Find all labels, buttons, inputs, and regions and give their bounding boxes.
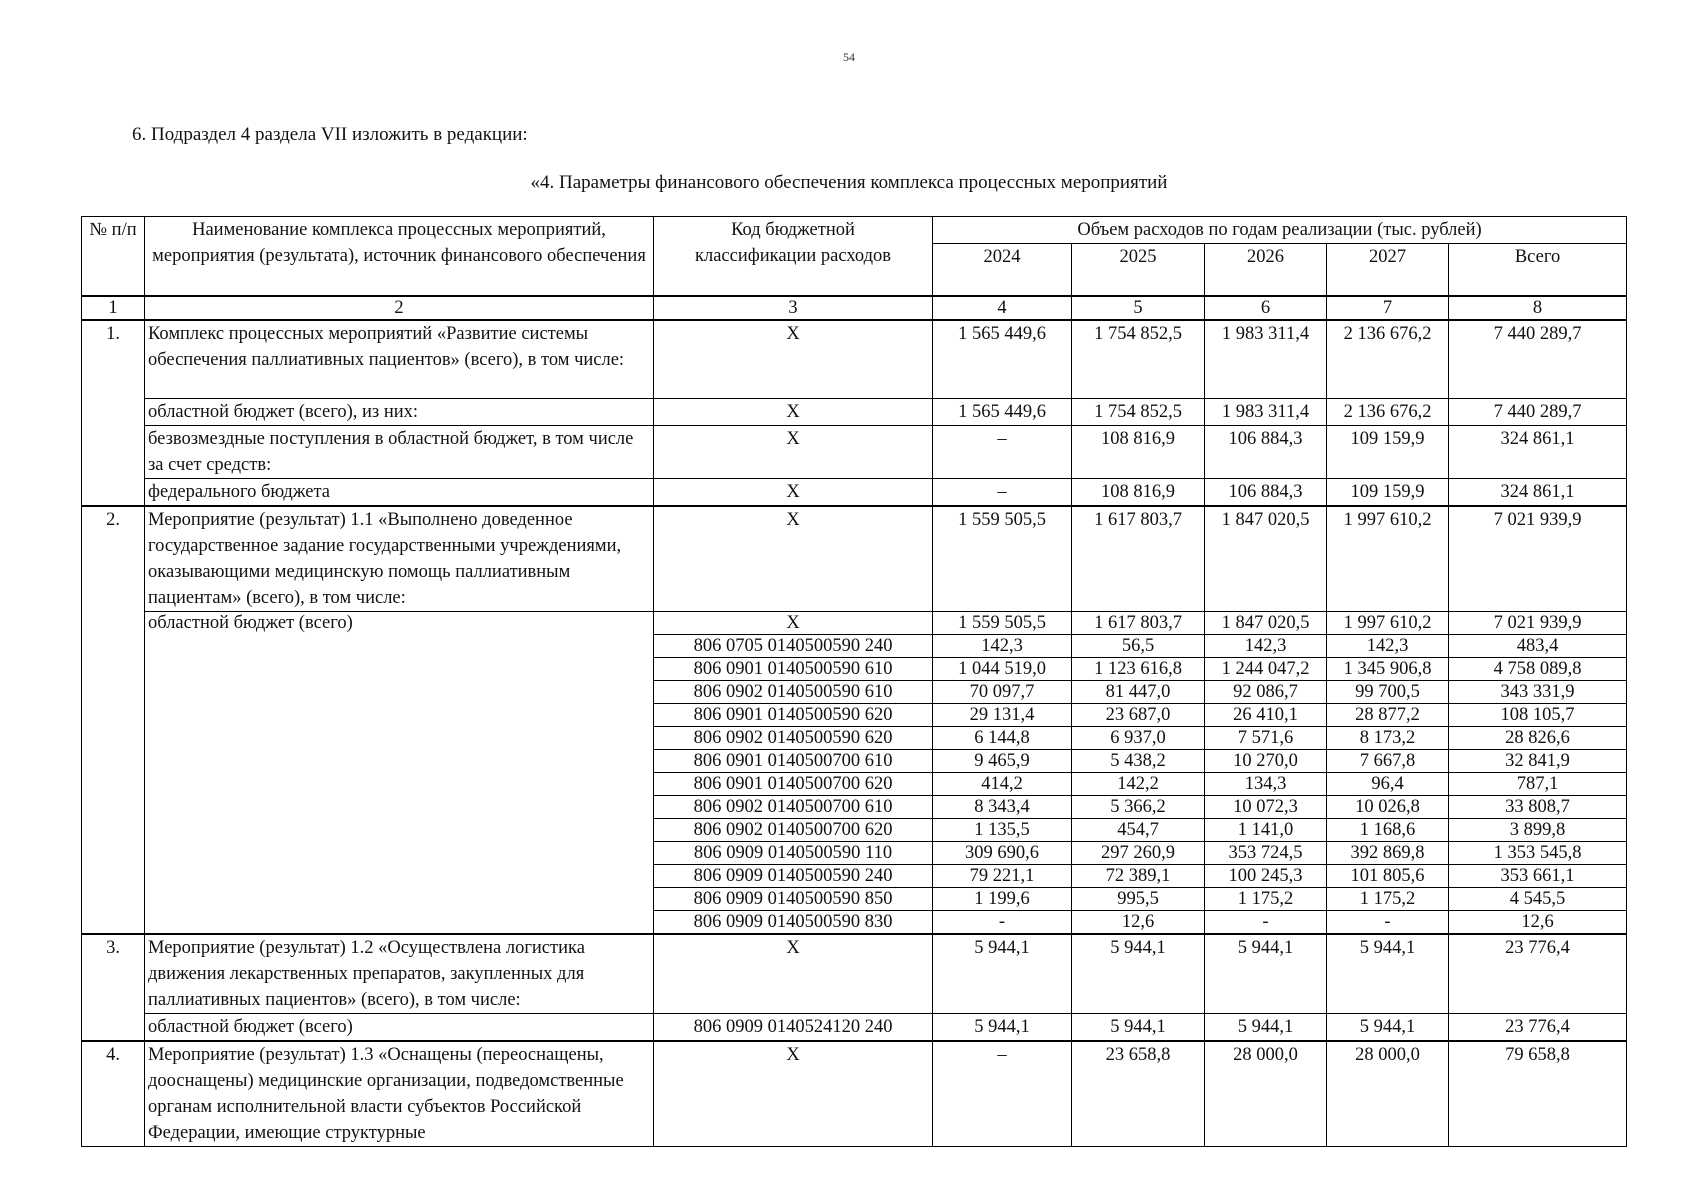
value-total: 7 440 289,7 bbox=[1449, 320, 1627, 399]
value-2025: 1 754 852,5 bbox=[1072, 320, 1205, 399]
value-2024: 8 343,4 bbox=[933, 796, 1072, 819]
row-code: X bbox=[654, 1041, 933, 1147]
column-number: 3 bbox=[654, 296, 933, 320]
column-number: 1 bbox=[82, 296, 145, 320]
budget-code: 806 0901 0140500590 620 bbox=[654, 704, 933, 727]
table-title: «4. Параметры финансового обеспечения комплекса процессных мероприятий bbox=[530, 172, 1168, 193]
row-name: Мероприятие (результат) 1.1 «Выполнено доведенное государственное задание государственными учреждениями, оказывающими медицинскую помощь паллиативным пациентам» (всего), в том числе: bbox=[145, 506, 654, 612]
value-2026: 1 244 047,2 bbox=[1205, 658, 1327, 681]
value-2027: - bbox=[1327, 911, 1449, 935]
value-total: 108 105,7 bbox=[1449, 704, 1627, 727]
row-code: X bbox=[654, 399, 933, 426]
value-2024: 70 097,7 bbox=[933, 681, 1072, 704]
value-2027: 109 159,9 bbox=[1327, 479, 1449, 507]
row-code: X bbox=[654, 934, 933, 1014]
value-2026: 106 884,3 bbox=[1205, 426, 1327, 479]
value-2027: 96,4 bbox=[1327, 773, 1449, 796]
value-2026: 134,3 bbox=[1205, 773, 1327, 796]
value-2026: 100 245,3 bbox=[1205, 865, 1327, 888]
value-2025: 23 658,8 bbox=[1072, 1041, 1205, 1147]
budget-code: 806 0901 0140500700 620 bbox=[654, 773, 933, 796]
row-code: X bbox=[654, 320, 933, 399]
row-code: X bbox=[654, 612, 933, 635]
section-2-main-row bbox=[82, 506, 1627, 612]
value-2025: 23 687,0 bbox=[1072, 704, 1205, 727]
value-total: 4 545,5 bbox=[1449, 888, 1627, 911]
value-total: 7 440 289,7 bbox=[1449, 399, 1627, 426]
value-2025: 1 123 616,8 bbox=[1072, 658, 1205, 681]
value-2025: 81 447,0 bbox=[1072, 681, 1205, 704]
value-2026: - bbox=[1205, 911, 1327, 935]
section-1-regional-budget-row bbox=[82, 399, 1627, 426]
budget-code: 806 0909 0140500590 110 bbox=[654, 842, 933, 865]
row-code: X bbox=[654, 506, 933, 612]
header-year-2024: 2024 bbox=[933, 244, 1072, 297]
row-name: федерального бюджета bbox=[145, 479, 654, 507]
section-2-regional-budget-row bbox=[82, 612, 1627, 635]
page-number: 54 bbox=[843, 50, 855, 64]
value-total: 324 861,1 bbox=[1449, 426, 1627, 479]
value-total: 3 899,8 bbox=[1449, 819, 1627, 842]
header-row-1 bbox=[82, 217, 1627, 244]
value-2024: 6 144,8 bbox=[933, 727, 1072, 750]
row-name: Мероприятие (результат) 1.3 «Оснащены (переоснащены, дооснащены) медицинские организации, подведомственные органам исполнительной власти субъектов Российской Федерации, имеющие структурные bbox=[145, 1041, 654, 1147]
value-2025: 297 260,9 bbox=[1072, 842, 1205, 865]
value-2027: 109 159,9 bbox=[1327, 426, 1449, 479]
value-2027: 99 700,5 bbox=[1327, 681, 1449, 704]
header-year-2025: 2025 bbox=[1072, 244, 1205, 297]
value-total: 28 826,6 bbox=[1449, 727, 1627, 750]
value-2025: 56,5 bbox=[1072, 635, 1205, 658]
value-2027: 1 997 610,2 bbox=[1327, 612, 1449, 635]
value-total: 787,1 bbox=[1449, 773, 1627, 796]
value-2027: 28 877,2 bbox=[1327, 704, 1449, 727]
row-name: безвозмездные поступления в областной бюджет, в том числе за счет средств: bbox=[145, 426, 654, 479]
value-2024: – bbox=[933, 1041, 1072, 1147]
value-2024: 309 690,6 bbox=[933, 842, 1072, 865]
header-year-2026: 2026 bbox=[1205, 244, 1327, 297]
value-2027: 392 869,8 bbox=[1327, 842, 1449, 865]
value-2024: 1 044 519,0 bbox=[933, 658, 1072, 681]
budget-code: 806 0902 0140500700 610 bbox=[654, 796, 933, 819]
value-2026: 5 944,1 bbox=[1205, 1014, 1327, 1042]
value-2027: 10 026,8 bbox=[1327, 796, 1449, 819]
value-total: 32 841,9 bbox=[1449, 750, 1627, 773]
value-2027: 1 175,2 bbox=[1327, 888, 1449, 911]
column-number: 8 bbox=[1449, 296, 1627, 320]
value-2024: 5 944,1 bbox=[933, 934, 1072, 1014]
budget-code: 806 0705 0140500590 240 bbox=[654, 635, 933, 658]
value-2026: 1 175,2 bbox=[1205, 888, 1327, 911]
value-2026: 1 847 020,5 bbox=[1205, 506, 1327, 612]
value-2027: 1 168,6 bbox=[1327, 819, 1449, 842]
value-2025: 108 816,9 bbox=[1072, 479, 1205, 507]
value-2024: 1 565 449,6 bbox=[933, 399, 1072, 426]
value-2024: – bbox=[933, 426, 1072, 479]
section-number: 4. bbox=[82, 1041, 145, 1147]
value-2024: 5 944,1 bbox=[933, 1014, 1072, 1042]
value-2025: 454,7 bbox=[1072, 819, 1205, 842]
header-num: № п/п bbox=[82, 217, 145, 297]
value-2024: - bbox=[933, 911, 1072, 935]
value-2024: 1 565 449,6 bbox=[933, 320, 1072, 399]
value-2026: 1 141,0 bbox=[1205, 819, 1327, 842]
value-2025: 5 366,2 bbox=[1072, 796, 1205, 819]
value-total: 23 776,4 bbox=[1449, 1014, 1627, 1042]
financing-table bbox=[81, 216, 1627, 1147]
value-total: 79 658,8 bbox=[1449, 1041, 1627, 1147]
value-2024: 9 465,9 bbox=[933, 750, 1072, 773]
value-2026: 5 944,1 bbox=[1205, 934, 1327, 1014]
value-total: 7 021 939,9 bbox=[1449, 612, 1627, 635]
value-2027: 2 136 676,2 bbox=[1327, 320, 1449, 399]
section-number: 3. bbox=[82, 934, 145, 1041]
value-2027: 2 136 676,2 bbox=[1327, 399, 1449, 426]
section-1-federal-row bbox=[82, 479, 1627, 507]
value-2024: 29 131,4 bbox=[933, 704, 1072, 727]
value-2025: 995,5 bbox=[1072, 888, 1205, 911]
row-name: областной бюджет (всего) bbox=[145, 612, 654, 935]
value-2026: 10 072,3 bbox=[1205, 796, 1327, 819]
value-2025: 142,2 bbox=[1072, 773, 1205, 796]
value-2025: 5 438,2 bbox=[1072, 750, 1205, 773]
value-2025: 6 937,0 bbox=[1072, 727, 1205, 750]
value-2026: 1 983 311,4 bbox=[1205, 399, 1327, 426]
section-1-grants-row bbox=[82, 426, 1627, 479]
value-2027: 8 173,2 bbox=[1327, 727, 1449, 750]
value-total: 324 861,1 bbox=[1449, 479, 1627, 507]
value-2027: 1 345 906,8 bbox=[1327, 658, 1449, 681]
value-2026: 142,3 bbox=[1205, 635, 1327, 658]
value-total: 7 021 939,9 bbox=[1449, 506, 1627, 612]
value-total: 343 331,9 bbox=[1449, 681, 1627, 704]
value-2024: 142,3 bbox=[933, 635, 1072, 658]
value-2024: 1 559 505,5 bbox=[933, 506, 1072, 612]
value-total: 353 661,1 bbox=[1449, 865, 1627, 888]
value-2026: 1 983 311,4 bbox=[1205, 320, 1327, 399]
value-2024: 1 199,6 bbox=[933, 888, 1072, 911]
value-total: 483,4 bbox=[1449, 635, 1627, 658]
budget-code: 806 0901 0140500590 610 bbox=[654, 658, 933, 681]
value-2027: 1 997 610,2 bbox=[1327, 506, 1449, 612]
column-number: 5 bbox=[1072, 296, 1205, 320]
value-2027: 101 805,6 bbox=[1327, 865, 1449, 888]
value-2027: 28 000,0 bbox=[1327, 1041, 1449, 1147]
value-2024: 1 135,5 bbox=[933, 819, 1072, 842]
budget-code: 806 0902 0140500700 620 bbox=[654, 819, 933, 842]
row-name: областной бюджет (всего), из них: bbox=[145, 399, 654, 426]
budget-code: 806 0909 0140524120 240 bbox=[654, 1014, 933, 1042]
value-2026: 1 847 020,5 bbox=[1205, 612, 1327, 635]
budget-code: 806 0902 0140500590 620 bbox=[654, 727, 933, 750]
section-number: 2. bbox=[82, 506, 145, 934]
header-name: Наименование комплекса процессных мероприятий, мероприятия (результата), источник финансового обеспечения bbox=[145, 217, 654, 297]
value-2027: 5 944,1 bbox=[1327, 934, 1449, 1014]
header-total: Всего bbox=[1449, 244, 1627, 297]
value-2025: 12,6 bbox=[1072, 911, 1205, 935]
section-4-main-row bbox=[82, 1041, 1627, 1147]
column-number-row bbox=[82, 296, 1627, 320]
value-2024: 79 221,1 bbox=[933, 865, 1072, 888]
value-2027: 7 667,8 bbox=[1327, 750, 1449, 773]
row-name: Мероприятие (результат) 1.2 «Осуществлена логистика движения лекарственных препаратов, закупленных для паллиативных пациентов» (всего), в том числе: bbox=[145, 934, 654, 1014]
value-2024: 414,2 bbox=[933, 773, 1072, 796]
header-expenses: Объем расходов по годам реализации (тыс. рублей) bbox=[933, 217, 1627, 244]
value-2024: 1 559 505,5 bbox=[933, 612, 1072, 635]
section-1-main-row bbox=[82, 320, 1627, 399]
value-2026: 353 724,5 bbox=[1205, 842, 1327, 865]
value-2026: 7 571,6 bbox=[1205, 727, 1327, 750]
value-2025: 5 944,1 bbox=[1072, 1014, 1205, 1042]
budget-code: 806 0901 0140500700 610 bbox=[654, 750, 933, 773]
section-number: 1. bbox=[82, 320, 145, 506]
value-total: 12,6 bbox=[1449, 911, 1627, 935]
value-total: 23 776,4 bbox=[1449, 934, 1627, 1014]
value-2024: – bbox=[933, 479, 1072, 507]
value-2027: 142,3 bbox=[1327, 635, 1449, 658]
value-2026: 26 410,1 bbox=[1205, 704, 1327, 727]
value-total: 1 353 545,8 bbox=[1449, 842, 1627, 865]
value-2025: 1 754 852,5 bbox=[1072, 399, 1205, 426]
value-2025: 72 389,1 bbox=[1072, 865, 1205, 888]
row-name: областной бюджет (всего) bbox=[145, 1014, 654, 1042]
value-2025: 5 944,1 bbox=[1072, 934, 1205, 1014]
column-number: 4 bbox=[933, 296, 1072, 320]
header-code: Код бюджетной классификации расходов bbox=[654, 217, 933, 297]
value-2025: 108 816,9 bbox=[1072, 426, 1205, 479]
budget-code: 806 0909 0140500590 830 bbox=[654, 911, 933, 935]
value-2026: 28 000,0 bbox=[1205, 1041, 1327, 1147]
row-code: X bbox=[654, 426, 933, 479]
value-2025: 1 617 803,7 bbox=[1072, 506, 1205, 612]
budget-code: 806 0909 0140500590 850 bbox=[654, 888, 933, 911]
column-number: 6 bbox=[1205, 296, 1327, 320]
row-name: Комплекс процессных мероприятий «Развитие системы обеспечения паллиативных пациентов» (всего), в том числе: bbox=[145, 320, 654, 399]
value-total: 33 808,7 bbox=[1449, 796, 1627, 819]
column-number: 2 bbox=[145, 296, 654, 320]
budget-code: 806 0909 0140500590 240 bbox=[654, 865, 933, 888]
budget-code: 806 0902 0140500590 610 bbox=[654, 681, 933, 704]
value-2025: 1 617 803,7 bbox=[1072, 612, 1205, 635]
value-total: 4 758 089,8 bbox=[1449, 658, 1627, 681]
value-2027: 5 944,1 bbox=[1327, 1014, 1449, 1042]
value-2026: 106 884,3 bbox=[1205, 479, 1327, 507]
section-3-regional-budget-row bbox=[82, 1014, 1627, 1042]
value-2026: 10 270,0 bbox=[1205, 750, 1327, 773]
header-year-2027: 2027 bbox=[1327, 244, 1449, 297]
intro-text: 6. Подраздел 4 раздела VII изложить в редакции: bbox=[132, 124, 528, 145]
row-code: X bbox=[654, 479, 933, 507]
value-2026: 92 086,7 bbox=[1205, 681, 1327, 704]
section-3-main-row bbox=[82, 934, 1627, 1014]
column-number: 7 bbox=[1327, 296, 1449, 320]
